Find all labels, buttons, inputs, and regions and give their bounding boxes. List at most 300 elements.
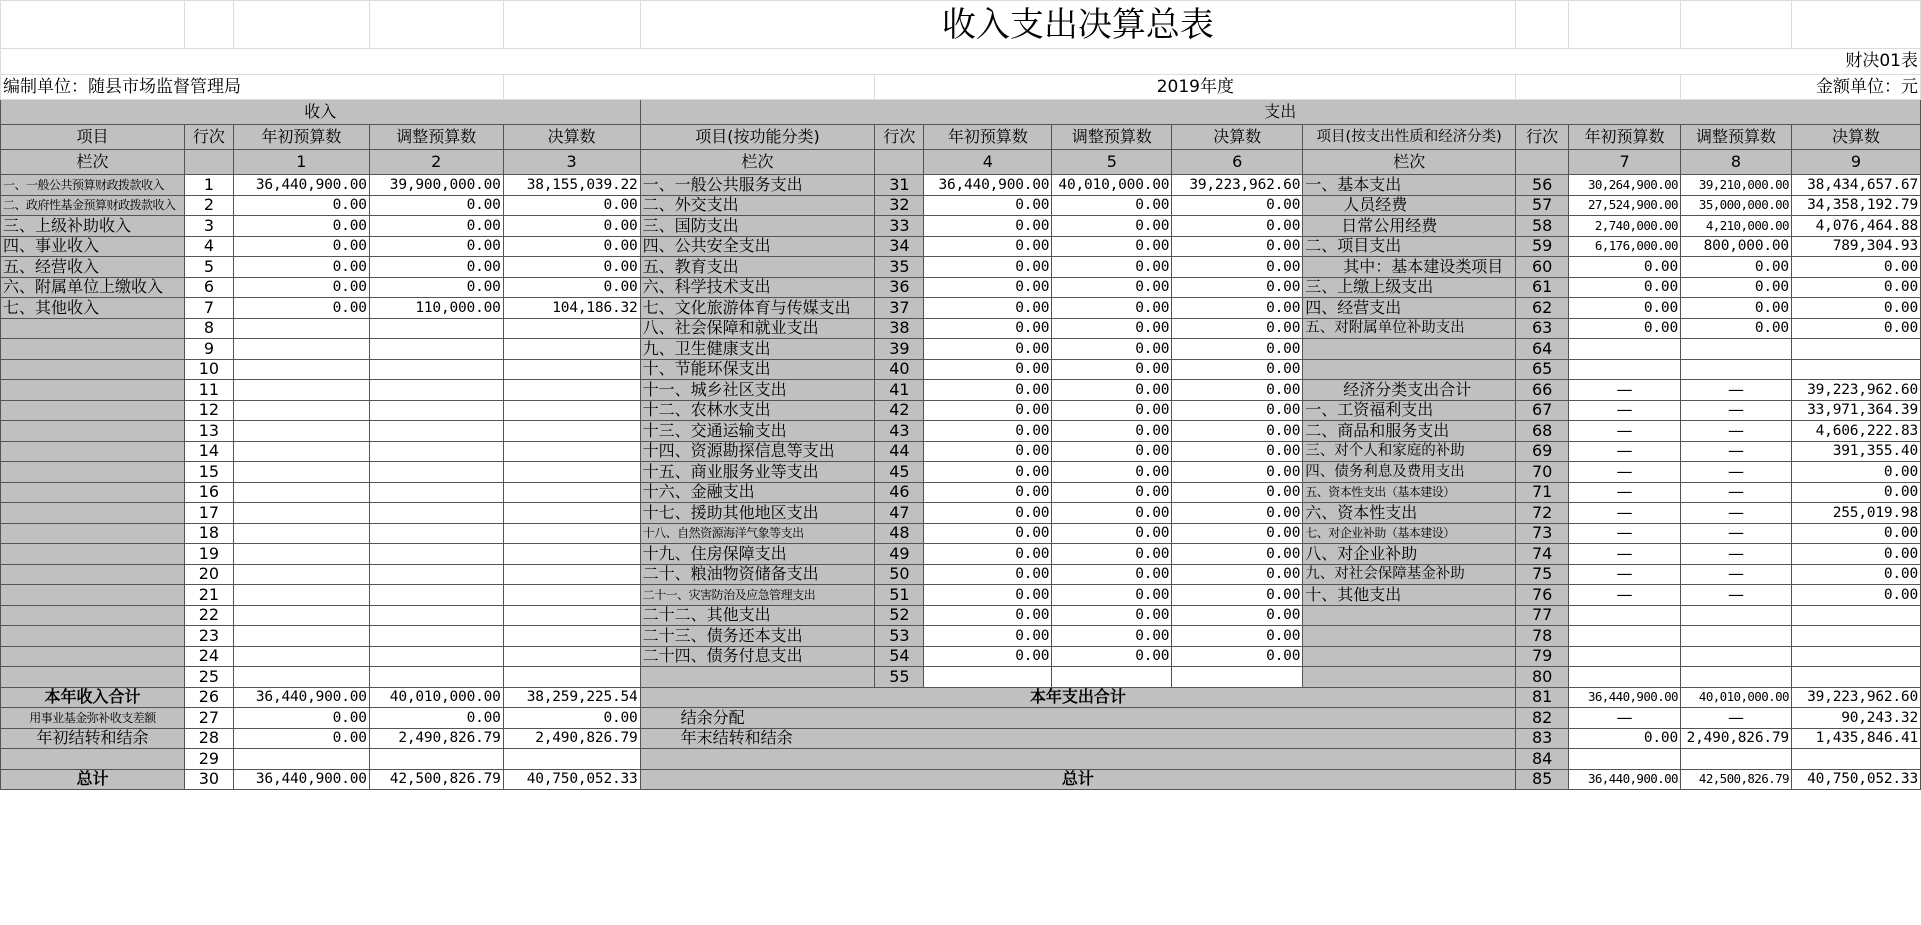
- row-number: 38: [875, 318, 924, 339]
- econ-adjusted-cell[interactable]: —: [1680, 544, 1791, 565]
- income-initial-cell[interactable]: 0.00: [233, 236, 369, 257]
- col-index-label: 栏次: [1303, 150, 1516, 175]
- econ-final-cell[interactable]: 38,434,657.67: [1791, 175, 1920, 196]
- econ-adjusted-cell[interactable]: [1680, 646, 1791, 667]
- econ-initial-cell[interactable]: [1569, 646, 1681, 667]
- expense-initial-cell[interactable]: 0.00: [924, 339, 1052, 360]
- econ-initial-cell[interactable]: 6,176,000.00: [1569, 236, 1681, 257]
- expense-final-cell[interactable]: [1172, 667, 1303, 688]
- expense-initial-cell[interactable]: 0.00: [924, 585, 1052, 606]
- summary-income-initial[interactable]: 0.00: [233, 708, 369, 729]
- econ-initial-cell[interactable]: —: [1569, 585, 1681, 606]
- expense-adjusted-cell[interactable]: 0.00: [1052, 236, 1172, 257]
- income-final-cell[interactable]: [503, 667, 640, 688]
- expense-initial-cell[interactable]: 0.00: [924, 236, 1052, 257]
- income-initial-cell[interactable]: [233, 339, 369, 360]
- summary-income-initial[interactable]: [233, 749, 369, 770]
- summary-expense-adjusted[interactable]: —: [1680, 708, 1791, 729]
- expense-initial-cell[interactable]: 0.00: [924, 626, 1052, 647]
- income-final-cell[interactable]: 0.00: [503, 257, 640, 278]
- expense-adjusted-cell[interactable]: 0.00: [1052, 400, 1172, 421]
- expense-initial-cell[interactable]: 0.00: [924, 277, 1052, 298]
- summary-expense-initial[interactable]: 36,440,900.00: [1569, 687, 1681, 708]
- econ-adjusted-cell[interactable]: —: [1680, 564, 1791, 585]
- summary-expense-adjusted[interactable]: [1680, 749, 1791, 770]
- expense-final-cell[interactable]: 0.00: [1172, 195, 1303, 216]
- econ-initial-cell[interactable]: —: [1569, 380, 1681, 401]
- econ-adjusted-cell[interactable]: —: [1680, 523, 1791, 544]
- income-adjusted-cell[interactable]: 0.00: [369, 277, 503, 298]
- econ-adjusted-cell[interactable]: [1680, 626, 1791, 647]
- summary-income-final[interactable]: 40,750,052.33: [503, 769, 640, 790]
- income-item-label: 二、政府性基金预算财政拨款收入: [1, 195, 185, 216]
- blank-cell: [1569, 1, 1681, 49]
- income-final-cell[interactable]: [503, 339, 640, 360]
- income-initial-cell[interactable]: [233, 605, 369, 626]
- row-number: 45: [875, 462, 924, 483]
- income-final-cell[interactable]: [503, 462, 640, 483]
- expense-adjusted-cell[interactable]: 0.00: [1052, 339, 1172, 360]
- econ-initial-cell[interactable]: —: [1569, 462, 1681, 483]
- econ-final-cell[interactable]: 255,019.98: [1791, 503, 1920, 524]
- income-adjusted-cell[interactable]: 110,000.00: [369, 298, 503, 319]
- econ-initial-cell[interactable]: —: [1569, 482, 1681, 503]
- expense-initial-cell[interactable]: 0.00: [924, 400, 1052, 421]
- income-final-cell[interactable]: [503, 544, 640, 565]
- summary-income-initial[interactable]: 0.00: [233, 728, 369, 749]
- income-initial-cell[interactable]: [233, 380, 369, 401]
- expense-initial-cell[interactable]: 36,440,900.00: [924, 175, 1052, 196]
- expense-initial-cell[interactable]: 0.00: [924, 462, 1052, 483]
- expense-func-item-label: 十七、援助其他地区支出: [640, 503, 875, 524]
- summary-income-adjusted[interactable]: 42,500,826.79: [369, 769, 503, 790]
- expense-adjusted-cell[interactable]: 0.00: [1052, 605, 1172, 626]
- expense-initial-cell[interactable]: 0.00: [924, 257, 1052, 278]
- econ-initial-cell[interactable]: [1569, 359, 1681, 380]
- income-initial-cell[interactable]: [233, 421, 369, 442]
- expense-final-cell[interactable]: 0.00: [1172, 236, 1303, 257]
- expense-initial-cell[interactable]: 0.00: [924, 441, 1052, 462]
- row-number: 19: [184, 544, 233, 565]
- row-number: 3: [184, 216, 233, 237]
- income-adjusted-cell[interactable]: [369, 667, 503, 688]
- econ-final-cell[interactable]: 0.00: [1791, 298, 1920, 319]
- expense-initial-cell[interactable]: 0.00: [924, 380, 1052, 401]
- expense-func-item-label: 九、卫生健康支出: [640, 339, 875, 360]
- income-item-label: [1, 359, 185, 380]
- expense-adjusted-cell[interactable]: [1052, 667, 1172, 688]
- expense-adjusted-cell[interactable]: 0.00: [1052, 277, 1172, 298]
- expense-final-cell[interactable]: 0.00: [1172, 298, 1303, 319]
- summary-income-adjusted[interactable]: 2,490,826.79: [369, 728, 503, 749]
- econ-adjusted-cell[interactable]: —: [1680, 441, 1791, 462]
- expense-adjusted-cell[interactable]: 0.00: [1052, 380, 1172, 401]
- expense-final-cell[interactable]: 0.00: [1172, 523, 1303, 544]
- econ-final-cell[interactable]: [1791, 605, 1920, 626]
- econ-adjusted-cell[interactable]: 4,210,000.00: [1680, 216, 1791, 237]
- summary-expense-final[interactable]: 40,750,052.33: [1791, 769, 1920, 790]
- blank-cell: [1791, 1, 1920, 49]
- econ-final-cell[interactable]: [1791, 339, 1920, 360]
- income-adjusted-cell[interactable]: [369, 482, 503, 503]
- expense-initial-cell[interactable]: 0.00: [924, 646, 1052, 667]
- econ-adjusted-cell[interactable]: —: [1680, 421, 1791, 442]
- row-number: 72: [1516, 503, 1569, 524]
- income-final-cell[interactable]: [503, 646, 640, 667]
- expense-final-cell[interactable]: 0.00: [1172, 277, 1303, 298]
- income-initial-cell[interactable]: 0.00: [233, 277, 369, 298]
- income-initial-cell[interactable]: 0.00: [233, 257, 369, 278]
- income-adjusted-cell[interactable]: [369, 646, 503, 667]
- income-final-cell[interactable]: 38,155,039.22: [503, 175, 640, 196]
- econ-final-cell[interactable]: 33,971,364.39: [1791, 400, 1920, 421]
- income-item-label: [1, 523, 185, 544]
- expense-final-cell[interactable]: 0.00: [1172, 585, 1303, 606]
- expense-initial-cell[interactable]: [924, 667, 1052, 688]
- income-initial-cell[interactable]: [233, 400, 369, 421]
- income-final-cell[interactable]: [503, 585, 640, 606]
- econ-initial-cell[interactable]: [1569, 339, 1681, 360]
- econ-adjusted-cell[interactable]: [1680, 605, 1791, 626]
- expense-final-cell[interactable]: 0.00: [1172, 380, 1303, 401]
- table-row: [1, 175, 1921, 196]
- expense-adjusted-cell[interactable]: 0.00: [1052, 441, 1172, 462]
- summary-income-initial[interactable]: 36,440,900.00: [233, 687, 369, 708]
- expense-adjusted-cell[interactable]: 0.00: [1052, 359, 1172, 380]
- expense-adjusted-cell[interactable]: 0.00: [1052, 503, 1172, 524]
- expense-final-cell[interactable]: 0.00: [1172, 626, 1303, 647]
- income-initial-cell[interactable]: 0.00: [233, 298, 369, 319]
- expense-adjusted-cell[interactable]: 0.00: [1052, 257, 1172, 278]
- expense-adjusted-cell[interactable]: 0.00: [1052, 646, 1172, 667]
- expense-initial-cell[interactable]: 0.00: [924, 482, 1052, 503]
- econ-final-cell[interactable]: 4,606,222.83: [1791, 421, 1920, 442]
- expense-final-cell[interactable]: 0.00: [1172, 441, 1303, 462]
- expense-func-item-label: 四、公共安全支出: [640, 236, 875, 257]
- expense-adjusted-cell[interactable]: 0.00: [1052, 523, 1172, 544]
- econ-adjusted-cell[interactable]: 800,000.00: [1680, 236, 1791, 257]
- income-final-cell[interactable]: [503, 421, 640, 442]
- summary-expense-initial[interactable]: 0.00: [1569, 728, 1681, 749]
- income-adjusted-cell[interactable]: [369, 523, 503, 544]
- expense-econ-item-label: [1303, 667, 1516, 688]
- income-adjusted-cell[interactable]: 39,900,000.00: [369, 175, 503, 196]
- expense-final-cell[interactable]: 0.00: [1172, 503, 1303, 524]
- econ-initial-cell[interactable]: [1569, 626, 1681, 647]
- income-adjusted-cell[interactable]: 0.00: [369, 216, 503, 237]
- econ-adjusted-cell[interactable]: [1680, 667, 1791, 688]
- expense-final-cell[interactable]: 0.00: [1172, 482, 1303, 503]
- row-number: 55: [875, 667, 924, 688]
- income-initial-cell[interactable]: [233, 359, 369, 380]
- expense-initial-cell[interactable]: 0.00: [924, 298, 1052, 319]
- expense-initial-cell[interactable]: 0.00: [924, 216, 1052, 237]
- econ-final-cell[interactable]: 0.00: [1791, 482, 1920, 503]
- table-row: [1, 400, 1921, 421]
- expense-final-cell[interactable]: 0.00: [1172, 421, 1303, 442]
- income-initial-cell[interactable]: [233, 441, 369, 462]
- summary-expense-adjusted[interactable]: 2,490,826.79: [1680, 728, 1791, 749]
- econ-final-cell[interactable]: 0.00: [1791, 277, 1920, 298]
- expense-func-item-label: 十四、资源勘探信息等支出: [640, 441, 875, 462]
- summary-income-initial[interactable]: 36,440,900.00: [233, 769, 369, 790]
- econ-final-cell[interactable]: 0.00: [1791, 564, 1920, 585]
- econ-adjusted-cell[interactable]: —: [1680, 585, 1791, 606]
- summary-income-adjusted[interactable]: [369, 749, 503, 770]
- expense-econ-item-label: 其中：基本建设类项目: [1303, 257, 1516, 278]
- summary-income-final[interactable]: 0.00: [503, 708, 640, 729]
- expense-adjusted-cell[interactable]: 0.00: [1052, 564, 1172, 585]
- expense-final-cell[interactable]: 0.00: [1172, 359, 1303, 380]
- summary-income-final[interactable]: 2,490,826.79: [503, 728, 640, 749]
- currency-unit: 金额单位：元: [1680, 75, 1920, 100]
- expense-adjusted-cell[interactable]: 40,010,000.00: [1052, 175, 1172, 196]
- income-final-cell[interactable]: 104,186.32: [503, 298, 640, 319]
- econ-initial-cell[interactable]: 30,264,900.00: [1569, 175, 1681, 196]
- econ-adjusted-cell[interactable]: 0.00: [1680, 277, 1791, 298]
- econ-final-cell[interactable]: 34,358,192.79: [1791, 195, 1920, 216]
- col-header-item-func: 项目(按功能分类): [640, 125, 875, 150]
- col-header-initial: 年初预算数: [1569, 125, 1681, 150]
- expense-adjusted-cell[interactable]: 0.00: [1052, 318, 1172, 339]
- income-adjusted-cell[interactable]: [369, 544, 503, 565]
- income-final-cell[interactable]: [503, 441, 640, 462]
- expense-adjusted-cell[interactable]: 0.00: [1052, 216, 1172, 237]
- income-initial-cell[interactable]: [233, 482, 369, 503]
- income-initial-cell[interactable]: [233, 318, 369, 339]
- expense-initial-cell[interactable]: 0.00: [924, 523, 1052, 544]
- expense-initial-cell[interactable]: 0.00: [924, 359, 1052, 380]
- income-adjusted-cell[interactable]: [369, 564, 503, 585]
- income-final-cell[interactable]: [503, 380, 640, 401]
- expense-adjusted-cell[interactable]: 0.00: [1052, 462, 1172, 483]
- econ-initial-cell[interactable]: —: [1569, 400, 1681, 421]
- income-adjusted-cell[interactable]: [369, 585, 503, 606]
- econ-initial-cell[interactable]: 0.00: [1569, 257, 1681, 278]
- income-initial-cell[interactable]: [233, 544, 369, 565]
- expense-initial-cell[interactable]: 0.00: [924, 564, 1052, 585]
- expense-final-cell[interactable]: 0.00: [1172, 646, 1303, 667]
- econ-final-cell[interactable]: [1791, 359, 1920, 380]
- income-adjusted-cell[interactable]: 0.00: [369, 195, 503, 216]
- income-adjusted-cell[interactable]: [369, 605, 503, 626]
- econ-final-cell[interactable]: 0.00: [1791, 544, 1920, 565]
- row-number: 61: [1516, 277, 1569, 298]
- income-initial-cell[interactable]: [233, 585, 369, 606]
- col-header-final: 决算数: [1791, 125, 1920, 150]
- table-row: [1, 236, 1921, 257]
- income-final-cell[interactable]: [503, 523, 640, 544]
- expense-initial-cell[interactable]: 0.00: [924, 544, 1052, 565]
- expense-initial-cell[interactable]: 0.00: [924, 605, 1052, 626]
- econ-adjusted-cell[interactable]: [1680, 339, 1791, 360]
- income-adjusted-cell[interactable]: [369, 626, 503, 647]
- expense-final-cell[interactable]: 0.00: [1172, 216, 1303, 237]
- expense-final-cell[interactable]: 0.00: [1172, 544, 1303, 565]
- row-number: 22: [184, 605, 233, 626]
- econ-final-cell[interactable]: 4,076,464.88: [1791, 216, 1920, 237]
- econ-final-cell[interactable]: 0.00: [1791, 318, 1920, 339]
- summary-expense-initial[interactable]: —: [1569, 708, 1681, 729]
- income-adjusted-cell[interactable]: [369, 359, 503, 380]
- income-adjusted-cell[interactable]: [369, 503, 503, 524]
- econ-adjusted-cell[interactable]: —: [1680, 400, 1791, 421]
- expense-adjusted-cell[interactable]: 0.00: [1052, 626, 1172, 647]
- econ-initial-cell[interactable]: —: [1569, 503, 1681, 524]
- econ-initial-cell[interactable]: 0.00: [1569, 298, 1681, 319]
- expense-econ-item-label: [1303, 646, 1516, 667]
- econ-final-cell[interactable]: [1791, 646, 1920, 667]
- econ-final-cell[interactable]: 39,223,962.60: [1791, 380, 1920, 401]
- income-final-cell[interactable]: 0.00: [503, 195, 640, 216]
- expense-final-cell[interactable]: 0.00: [1172, 318, 1303, 339]
- income-item-label: [1, 667, 185, 688]
- expense-final-cell[interactable]: 0.00: [1172, 564, 1303, 585]
- econ-initial-cell[interactable]: 2,740,000.00: [1569, 216, 1681, 237]
- econ-adjusted-cell[interactable]: 0.00: [1680, 298, 1791, 319]
- econ-final-cell[interactable]: [1791, 626, 1920, 647]
- income-initial-cell[interactable]: 0.00: [233, 195, 369, 216]
- income-final-cell[interactable]: 0.00: [503, 236, 640, 257]
- summary-expense-initial[interactable]: 36,440,900.00: [1569, 769, 1681, 790]
- expense-initial-cell[interactable]: 0.00: [924, 503, 1052, 524]
- summary-expense-final[interactable]: 1,435,846.41: [1791, 728, 1920, 749]
- income-initial-cell[interactable]: 0.00: [233, 216, 369, 237]
- econ-initial-cell[interactable]: 0.00: [1569, 277, 1681, 298]
- income-adjusted-cell[interactable]: 0.00: [369, 236, 503, 257]
- summary-expense-final[interactable]: 90,243.32: [1791, 708, 1920, 729]
- summary-expense-initial[interactable]: [1569, 749, 1681, 770]
- expense-adjusted-cell[interactable]: 0.00: [1052, 298, 1172, 319]
- summary-income-adjusted[interactable]: 40,010,000.00: [369, 687, 503, 708]
- econ-final-cell[interactable]: 0.00: [1791, 462, 1920, 483]
- econ-initial-cell[interactable]: —: [1569, 441, 1681, 462]
- summary-expense-final[interactable]: [1791, 749, 1920, 770]
- income-initial-cell[interactable]: [233, 503, 369, 524]
- row-number: 18: [184, 523, 233, 544]
- income-final-cell[interactable]: [503, 564, 640, 585]
- econ-initial-cell[interactable]: —: [1569, 564, 1681, 585]
- income-adjusted-cell[interactable]: [369, 339, 503, 360]
- income-final-cell[interactable]: [503, 318, 640, 339]
- expense-adjusted-cell[interactable]: 0.00: [1052, 585, 1172, 606]
- income-item-label: 一、一般公共预算财政拨款收入: [1, 175, 185, 196]
- income-item-label: 四、事业收入: [1, 236, 185, 257]
- income-adjusted-cell[interactable]: [369, 421, 503, 442]
- row-number: 58: [1516, 216, 1569, 237]
- income-adjusted-cell[interactable]: [369, 400, 503, 421]
- income-adjusted-cell[interactable]: [369, 441, 503, 462]
- income-final-cell[interactable]: [503, 400, 640, 421]
- income-item-label: [1, 421, 185, 442]
- econ-initial-cell[interactable]: [1569, 667, 1681, 688]
- econ-final-cell[interactable]: 0.00: [1791, 585, 1920, 606]
- row-number: 27: [184, 708, 233, 729]
- income-item-label: [1, 544, 185, 565]
- summary-income-adjusted[interactable]: 0.00: [369, 708, 503, 729]
- econ-final-cell[interactable]: 0.00: [1791, 523, 1920, 544]
- econ-final-cell[interactable]: 789,304.93: [1791, 236, 1920, 257]
- income-initial-cell[interactable]: [233, 462, 369, 483]
- income-item-label: 三、上级补助收入: [1, 216, 185, 237]
- expense-adjusted-cell[interactable]: 0.00: [1052, 195, 1172, 216]
- expense-final-cell[interactable]: 0.00: [1172, 400, 1303, 421]
- income-final-cell[interactable]: [503, 503, 640, 524]
- econ-initial-cell[interactable]: [1569, 605, 1681, 626]
- expense-final-cell[interactable]: 0.00: [1172, 605, 1303, 626]
- econ-initial-cell[interactable]: —: [1569, 421, 1681, 442]
- row-number: 68: [1516, 421, 1569, 442]
- econ-adjusted-cell[interactable]: 39,210,000.00: [1680, 175, 1791, 196]
- income-initial-cell[interactable]: [233, 626, 369, 647]
- row-number: 2: [184, 195, 233, 216]
- summary-income-final[interactable]: 38,259,225.54: [503, 687, 640, 708]
- income-initial-cell[interactable]: [233, 646, 369, 667]
- expense-initial-cell[interactable]: 0.00: [924, 318, 1052, 339]
- econ-adjusted-cell[interactable]: 35,000,000.00: [1680, 195, 1791, 216]
- income-final-cell[interactable]: [503, 482, 640, 503]
- expense-adjusted-cell[interactable]: 0.00: [1052, 544, 1172, 565]
- econ-final-cell[interactable]: 391,355.40: [1791, 441, 1920, 462]
- econ-initial-cell[interactable]: 0.00: [1569, 318, 1681, 339]
- row-number: 82: [1516, 708, 1569, 729]
- table-row: [1, 667, 1921, 688]
- econ-initial-cell[interactable]: 27,524,900.00: [1569, 195, 1681, 216]
- income-final-cell[interactable]: [503, 359, 640, 380]
- summary-income-final[interactable]: [503, 749, 640, 770]
- income-final-cell[interactable]: 0.00: [503, 216, 640, 237]
- form-number: 财决01表: [1, 49, 1921, 75]
- expense-adjusted-cell[interactable]: 0.00: [1052, 421, 1172, 442]
- econ-final-cell[interactable]: 0.00: [1791, 257, 1920, 278]
- income-initial-cell[interactable]: [233, 523, 369, 544]
- summary-expense-adjusted[interactable]: 42,500,826.79: [1680, 769, 1791, 790]
- row-number: 4: [184, 236, 233, 257]
- income-initial-cell[interactable]: [233, 667, 369, 688]
- summary-expense-final[interactable]: 39,223,962.60: [1791, 687, 1920, 708]
- summary-expense-adjusted[interactable]: 40,010,000.00: [1680, 687, 1791, 708]
- econ-initial-cell[interactable]: —: [1569, 523, 1681, 544]
- expense-initial-cell[interactable]: 0.00: [924, 421, 1052, 442]
- income-final-cell[interactable]: [503, 626, 640, 647]
- econ-adjusted-cell[interactable]: —: [1680, 503, 1791, 524]
- income-adjusted-cell[interactable]: 0.00: [369, 257, 503, 278]
- econ-initial-cell[interactable]: —: [1569, 544, 1681, 565]
- econ-adjusted-cell[interactable]: —: [1680, 380, 1791, 401]
- econ-final-cell[interactable]: [1791, 667, 1920, 688]
- expense-final-cell[interactable]: 39,223,962.60: [1172, 175, 1303, 196]
- expense-final-cell[interactable]: 0.00: [1172, 257, 1303, 278]
- expense-initial-cell[interactable]: 0.00: [924, 195, 1052, 216]
- econ-adjusted-cell[interactable]: 0.00: [1680, 257, 1791, 278]
- table-row: [1, 318, 1921, 339]
- econ-adjusted-cell[interactable]: —: [1680, 462, 1791, 483]
- income-final-cell[interactable]: 0.00: [503, 277, 640, 298]
- econ-adjusted-cell[interactable]: 0.00: [1680, 318, 1791, 339]
- income-final-cell[interactable]: [503, 605, 640, 626]
- income-initial-cell[interactable]: [233, 564, 369, 585]
- expense-final-cell[interactable]: 0.00: [1172, 462, 1303, 483]
- summary-income-label: 总计: [1, 769, 185, 790]
- income-adjusted-cell[interactable]: [369, 318, 503, 339]
- income-initial-cell[interactable]: 36,440,900.00: [233, 175, 369, 196]
- econ-adjusted-cell[interactable]: —: [1680, 482, 1791, 503]
- econ-adjusted-cell[interactable]: [1680, 359, 1791, 380]
- expense-adjusted-cell[interactable]: 0.00: [1052, 482, 1172, 503]
- income-adjusted-cell[interactable]: [369, 380, 503, 401]
- income-adjusted-cell[interactable]: [369, 462, 503, 483]
- expense-final-cell[interactable]: 0.00: [1172, 339, 1303, 360]
